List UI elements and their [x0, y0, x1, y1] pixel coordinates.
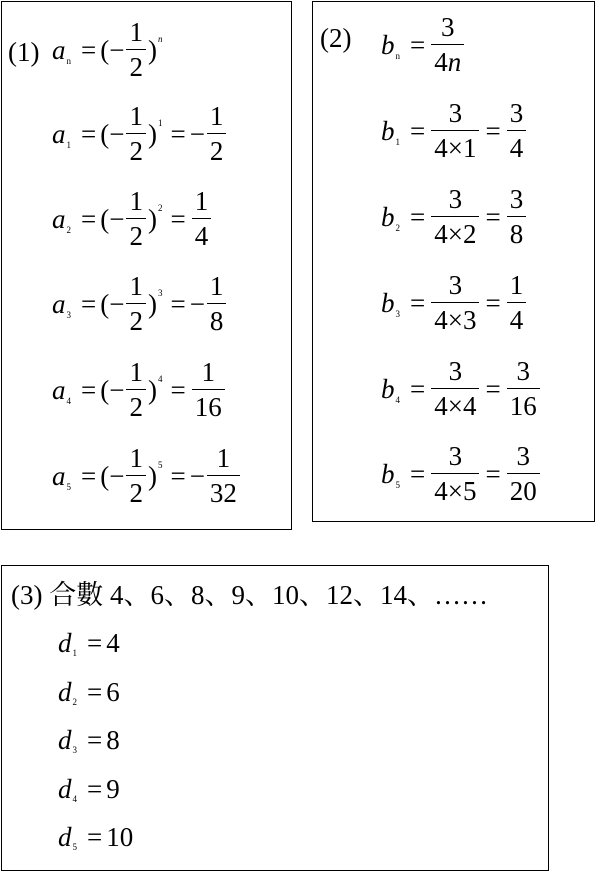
superscript: 3 [157, 288, 163, 298]
open-paren: (− [100, 374, 125, 405]
var-b: b [381, 287, 395, 318]
var-d: d [58, 676, 72, 707]
minus-sign: − [189, 460, 205, 491]
numerator: 3 [516, 356, 530, 386]
denominator: 4 [507, 302, 527, 334]
denominator: 4×3 [431, 302, 479, 334]
part1-term-3 [52, 264, 228, 344]
part2-general-term [381, 5, 466, 85]
var-b: b [381, 29, 395, 60]
denominator: 2 [126, 303, 146, 335]
denominator: 4×4 [431, 388, 479, 420]
subscript: n [395, 51, 400, 61]
result-fraction [507, 443, 540, 505]
equals: = [87, 821, 103, 852]
part3-box [1, 565, 549, 871]
part3-term-1 [58, 623, 120, 663]
equals: = [87, 724, 103, 755]
result-fraction [507, 100, 527, 162]
part3-term-2 [58, 672, 120, 712]
var-d: d [58, 821, 72, 852]
equals: = [410, 201, 426, 232]
equals: = [170, 374, 186, 405]
numerator: 1 [209, 101, 224, 131]
numerator: 3 [509, 98, 524, 128]
var-a: a [52, 288, 66, 319]
denominator: 4 [507, 130, 527, 162]
subscript: 1 [66, 140, 71, 150]
part2-term-4 [381, 349, 542, 429]
equals: = [485, 373, 501, 404]
equals: = [170, 288, 186, 319]
equals: = [410, 287, 426, 318]
value: 8 [106, 724, 120, 755]
denominator: 8 [207, 303, 227, 335]
equals: = [410, 115, 426, 146]
superscript: 5 [157, 460, 163, 470]
fraction [431, 443, 479, 505]
denominator: 4×5 [431, 473, 479, 505]
denominator: 4×1 [431, 130, 479, 162]
denominator: 16 [507, 388, 540, 420]
denominator: 2 [126, 133, 146, 165]
subscript: 2 [395, 223, 400, 233]
var-a: a [52, 374, 66, 405]
part3-term-4 [58, 769, 120, 809]
subscript: 2 [72, 697, 77, 707]
var-a: a [52, 203, 66, 234]
part1-general-term [52, 10, 166, 90]
denominator: 2 [207, 133, 227, 165]
numerator: 1 [201, 357, 215, 387]
open-paren: (− [100, 460, 125, 491]
denominator: 20 [507, 473, 540, 505]
minus-sign: − [189, 118, 205, 149]
superscript: 1 [157, 118, 163, 128]
result-fraction [192, 359, 225, 421]
var-b: b [381, 373, 395, 404]
equals: = [410, 373, 426, 404]
denominator: 2 [126, 218, 146, 250]
superscript: 4 [157, 374, 163, 384]
fraction [126, 19, 146, 81]
numerator: 3 [448, 356, 463, 386]
subscript: 3 [395, 309, 400, 319]
equals: = [485, 287, 501, 318]
equals: = [81, 118, 97, 149]
close-paren: ) [147, 34, 157, 65]
equals: = [81, 374, 97, 405]
numerator: 1 [129, 17, 143, 47]
fraction [431, 100, 479, 162]
denominator: 2 [126, 475, 146, 507]
numerator: 1 [194, 186, 209, 216]
open-paren: (− [100, 203, 125, 234]
close-paren: ) [147, 118, 157, 149]
close-paren: ) [147, 460, 157, 491]
close-paren: ) [147, 288, 157, 319]
open-paren: (− [100, 118, 125, 149]
result-fraction [207, 103, 227, 165]
numerator: 3 [448, 270, 463, 300]
denominator-coefficient: 4 [434, 47, 448, 77]
result-fraction [507, 358, 540, 420]
numerator: 1 [129, 443, 143, 473]
fraction [126, 103, 146, 165]
var-b: b [381, 115, 395, 146]
fraction [431, 272, 479, 334]
open-paren: (− [100, 288, 125, 319]
var-a: a [52, 34, 66, 65]
subscript: n [66, 56, 71, 66]
fraction [126, 273, 146, 335]
subscript: 5 [66, 482, 71, 492]
equals: = [87, 676, 103, 707]
part1-term-1 [52, 94, 228, 174]
part2-term-1 [381, 91, 528, 171]
result-fraction [507, 272, 527, 334]
subscript: 4 [72, 794, 77, 804]
part1-term-4 [52, 350, 227, 430]
part3-term-5 [58, 817, 133, 857]
denominator: 4×2 [431, 216, 479, 248]
equals: = [485, 458, 501, 489]
subscript: 3 [66, 310, 71, 320]
superscript: n [157, 34, 163, 44]
numerator: 3 [448, 441, 463, 471]
numerator: 3 [448, 98, 463, 128]
var-d: d [58, 724, 72, 755]
equals: = [485, 201, 501, 232]
var-d: d [58, 627, 72, 658]
numerator: 1 [129, 186, 143, 216]
equals: = [81, 460, 97, 491]
numerator: 3 [448, 184, 463, 214]
equals: = [81, 203, 97, 234]
part1-term-2 [52, 179, 213, 259]
fraction [126, 188, 146, 250]
value: 9 [106, 773, 120, 804]
part3-term-3 [58, 720, 120, 760]
var-a: a [52, 460, 66, 491]
part1-label: (1) [8, 37, 40, 67]
subscript: 4 [66, 396, 71, 406]
equals: = [170, 118, 186, 149]
subscript: 1 [395, 137, 400, 147]
part2-term-5 [381, 434, 542, 514]
numerator: 1 [209, 271, 224, 301]
fraction [431, 14, 464, 76]
numerator: 1 [129, 357, 143, 387]
equals: = [410, 29, 426, 60]
equals: = [485, 115, 501, 146]
numerator: 1 [216, 443, 231, 473]
equals: = [170, 203, 186, 234]
result-fraction [507, 186, 527, 248]
var-b: b [381, 458, 395, 489]
numerator: 3 [440, 12, 455, 42]
subscript: 2 [66, 225, 71, 235]
result-fraction [207, 273, 227, 335]
denominator [431, 44, 464, 76]
part2-label: (2) [320, 23, 352, 53]
equals: = [81, 34, 97, 65]
denominator: 2 [126, 389, 146, 421]
result-fraction [207, 445, 240, 507]
subscript: 5 [72, 842, 77, 852]
var-a: a [52, 118, 66, 149]
numerator: 1 [509, 270, 524, 300]
value: 10 [106, 821, 134, 852]
denominator: 32 [207, 475, 240, 507]
numerator: 1 [129, 101, 143, 131]
subscript: 3 [72, 745, 77, 755]
close-paren: ) [147, 203, 157, 234]
superscript: 2 [157, 203, 163, 213]
var-b: b [381, 201, 395, 232]
var-d: d [58, 773, 72, 804]
equals: = [87, 627, 103, 658]
part2-term-2 [381, 177, 528, 257]
subscript: 1 [72, 648, 77, 658]
part3-header: (3) 合數 4、6、8、9、10、12、14、…… [11, 580, 488, 610]
denominator: 16 [192, 389, 225, 421]
fraction [431, 186, 479, 248]
equals: = [81, 288, 97, 319]
subscript: 4 [395, 395, 400, 405]
fraction [126, 359, 146, 421]
value: 6 [106, 676, 120, 707]
numerator: 1 [129, 271, 143, 301]
denominator: 8 [507, 216, 527, 248]
part1-box [1, 1, 292, 530]
denominator: 4 [192, 218, 212, 250]
denominator-variable: n [447, 47, 462, 77]
close-paren: ) [147, 374, 157, 405]
part1-term-5 [52, 436, 242, 516]
value: 4 [106, 627, 120, 658]
equals: = [410, 458, 426, 489]
equals: = [87, 773, 103, 804]
part2-box [312, 1, 595, 522]
subscript: 5 [395, 480, 400, 490]
denominator: 2 [126, 49, 146, 81]
result-fraction [192, 188, 212, 250]
numerator: 3 [516, 441, 530, 471]
part2-term-3 [381, 263, 528, 343]
minus-sign: − [189, 288, 205, 319]
fraction [431, 358, 479, 420]
open-paren: (− [100, 34, 125, 65]
fraction [126, 445, 146, 507]
equals: = [170, 460, 186, 491]
numerator: 3 [509, 184, 524, 214]
